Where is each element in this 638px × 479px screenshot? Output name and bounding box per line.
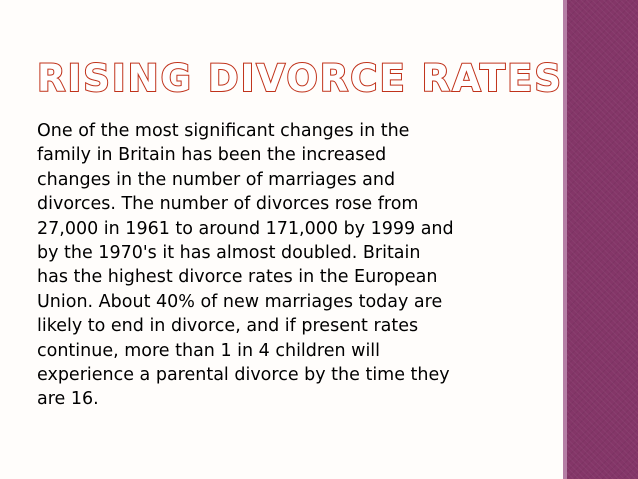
slide-body-text: One of the most significant changes in the family in Britain has been the increased changes in the number of marriages and divorces. The number of divorces rose from 27,000 in 1961 to around 171,000 by 1999 and by the 1970's it has almost doubled. Britain has the highest divorce rates in the European Union. About 40% of new marriages today are likely to end in divorce, and if present rates continue, more than 1 in 4 children will experience a parental divorce by the time they are 16.	[37, 121, 454, 410]
slide-title: RISING DIVORCE RATES	[37, 57, 564, 100]
decorative-side-bar	[567, 0, 638, 479]
